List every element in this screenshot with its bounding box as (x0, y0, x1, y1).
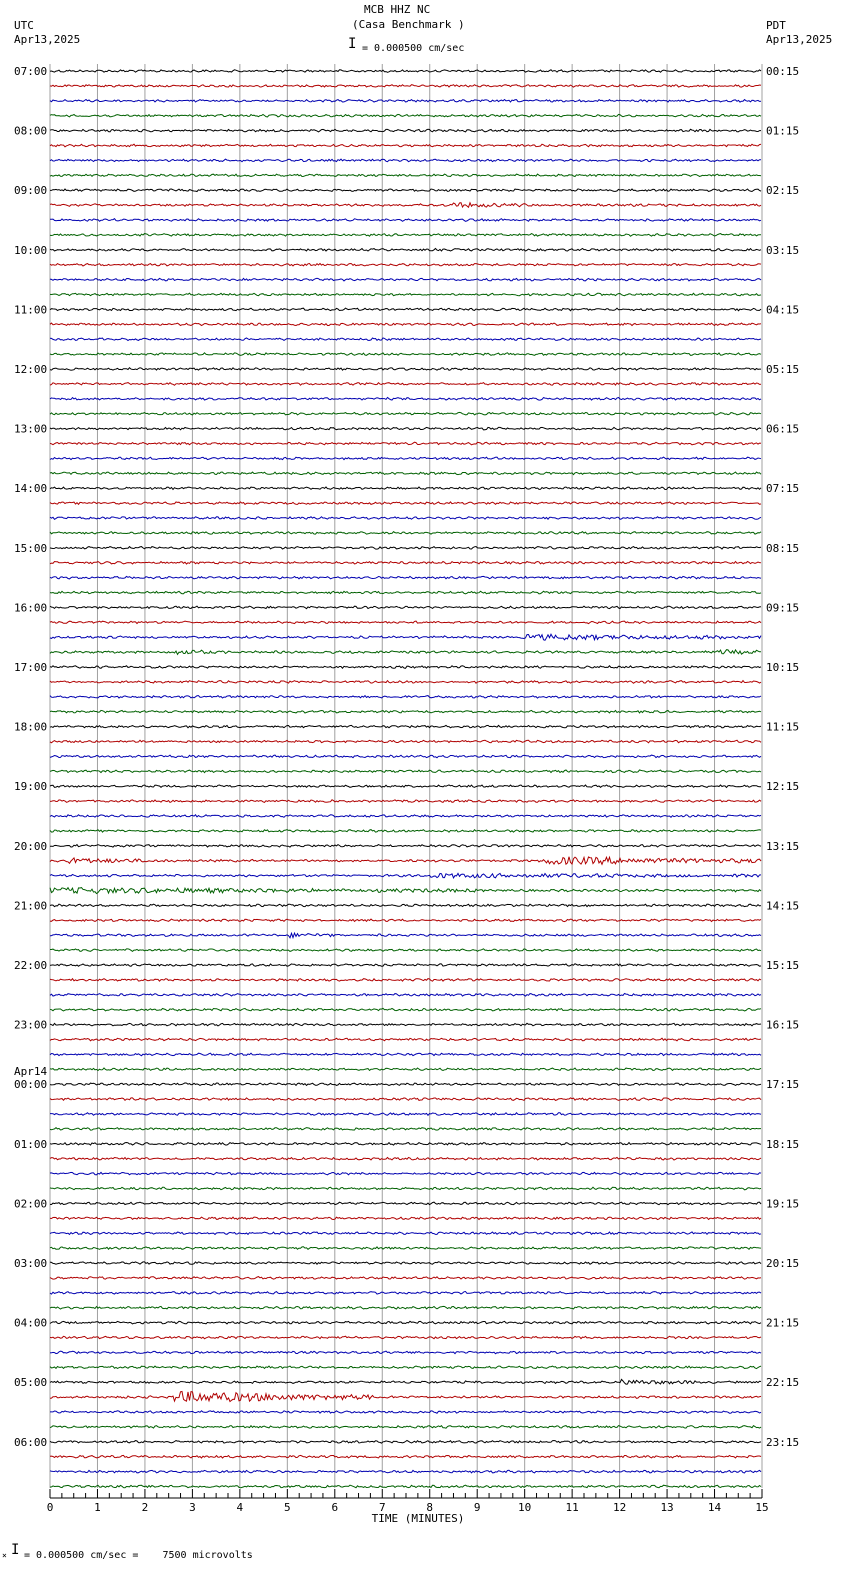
trace-row (50, 1143, 761, 1146)
trace-row (50, 1128, 761, 1131)
pdt-hour-label: 02:15 (766, 184, 800, 198)
footer-mark-icon: × (2, 1551, 7, 1560)
trace-row (50, 1411, 761, 1413)
pdt-hour-label: 11:15 (766, 720, 800, 734)
trace-row (50, 100, 761, 103)
trace-row (50, 681, 761, 684)
utc-hour-label: 20:00 (14, 839, 48, 853)
pdt-hour-label: 06:15 (766, 422, 800, 436)
trace-row (50, 293, 761, 296)
trace-row (50, 770, 761, 773)
trace-row (50, 979, 761, 982)
trace-row (50, 576, 761, 579)
date-change-label: Apr14 (14, 1065, 48, 1079)
trace-row (50, 785, 761, 788)
utc-hour-label: 02:00 (14, 1197, 48, 1211)
trace-row (50, 532, 761, 535)
x-tick-label: 8 (426, 1501, 434, 1514)
trace-row (50, 888, 761, 894)
utc-hour-label: 13:00 (14, 422, 48, 436)
trace-row (50, 1441, 761, 1444)
trace-row (50, 1392, 761, 1402)
trace-row (50, 964, 761, 967)
utc-hour-label: 23:00 (14, 1018, 48, 1032)
trace-row (50, 1485, 761, 1488)
x-tick-label: 6 (331, 1501, 339, 1514)
utc-hour-label: 12:00 (14, 363, 48, 376)
trace-row (50, 517, 761, 520)
trace-row (50, 830, 761, 833)
trace-row (50, 159, 761, 162)
utc-hour-label: 17:00 (14, 661, 48, 674)
x-tick-label: 3 (189, 1501, 196, 1514)
pdt-hour-label: 04:15 (766, 303, 800, 317)
trace-row (50, 144, 761, 147)
pdt-hour-label: 12:15 (766, 780, 800, 794)
trace-row (50, 1098, 761, 1101)
left-date: Apr13,2025 (14, 33, 81, 46)
trace-row (50, 591, 761, 594)
trace-row (50, 1321, 761, 1324)
trace-row (50, 904, 761, 907)
trace-row (50, 634, 761, 640)
trace-row (50, 383, 761, 386)
header-scale-icon: I (348, 36, 357, 52)
trace-row (50, 1023, 761, 1026)
pdt-hour-label: 14:15 (766, 899, 800, 913)
utc-hour-label: 10:00 (14, 243, 48, 257)
trace-row (50, 994, 761, 997)
trace-row (50, 502, 761, 505)
pdt-hour-label: 09:15 (766, 601, 800, 615)
trace-row (50, 1455, 761, 1458)
x-tick-label: 12 (612, 1501, 627, 1514)
trace-row (50, 338, 761, 341)
x-axis-title: TIME (MINUTES) (371, 1512, 465, 1525)
pdt-hour-label: 15:15 (766, 959, 800, 972)
pdt-hour-label: 22:15 (766, 1376, 800, 1390)
trace-row (50, 189, 761, 192)
trace-row (50, 1157, 761, 1160)
pdt-hour-label: 23:15 (766, 1435, 800, 1449)
pdt-hour-label: 01:15 (766, 124, 800, 138)
header-scale-text: = 0.000500 cm/sec (362, 43, 465, 54)
utc-hour-label: 08:00 (14, 124, 48, 138)
utc-hour-label: 04:00 (14, 1316, 48, 1330)
x-tick-label: 10 (518, 1501, 532, 1514)
right-timezone: PDT (766, 19, 786, 32)
trace-row (50, 696, 761, 699)
x-tick-label: 4 (236, 1501, 244, 1514)
pdt-hour-label: 16:15 (766, 1018, 800, 1032)
trace-row (50, 845, 761, 848)
trace-row (50, 1068, 761, 1071)
utc-hour-label: 16:00 (14, 601, 48, 615)
trace-row (50, 85, 761, 87)
trace-row (50, 1187, 761, 1190)
trace-row (50, 1217, 761, 1220)
x-tick-label: 2 (141, 1501, 149, 1514)
utc-hour-label: 03:00 (14, 1257, 48, 1270)
trace-row (50, 857, 761, 865)
time-axis (47, 1489, 769, 1525)
trace-layer (50, 70, 761, 1488)
trace-row (50, 234, 761, 237)
trace-row (50, 1336, 761, 1339)
trace-row (50, 203, 761, 208)
trace-row (50, 666, 761, 669)
trace-row (50, 353, 761, 356)
pdt-hour-label: 19:15 (766, 1197, 800, 1211)
trace-row (50, 323, 761, 326)
trace-row (50, 725, 761, 727)
pdt-hour-label: 05:15 (766, 363, 800, 376)
pdt-hour-label: 13:15 (766, 839, 800, 853)
utc-hour-label: 21:00 (14, 899, 48, 913)
pdt-hour-label: 00:15 (766, 65, 800, 78)
trace-row (50, 487, 761, 490)
x-tick-label: 7 (378, 1501, 386, 1514)
right-date: Apr13,2025 (766, 33, 833, 46)
utc-hour-label: 05:00 (14, 1376, 48, 1390)
trace-row (50, 547, 761, 550)
utc-hour-label: 11:00 (14, 303, 48, 317)
trace-row (50, 873, 761, 878)
trace-row (50, 1232, 761, 1235)
x-tick-label: 5 (284, 1501, 291, 1514)
trace-row (50, 1202, 761, 1205)
grid-layer (50, 64, 762, 1488)
trace-row (50, 1292, 761, 1295)
trace-row (50, 278, 761, 281)
trace-row (50, 919, 761, 922)
trace-row (50, 70, 761, 73)
trace-row (50, 800, 761, 803)
trace-row (50, 815, 761, 818)
footer-scale-icon: I (11, 1542, 20, 1558)
x-tick-label: 11 (565, 1501, 579, 1514)
trace-row (50, 129, 761, 132)
trace-row (50, 740, 761, 743)
trace-row (50, 1038, 761, 1041)
trace-row (50, 457, 761, 460)
trace-row (50, 1379, 761, 1384)
trace-row (50, 1172, 761, 1174)
trace-row (50, 1053, 761, 1056)
trace-row (50, 442, 761, 445)
utc-hour-label: 00:00 (14, 1078, 48, 1092)
utc-hour-label: 09:00 (14, 184, 48, 198)
utc-hour-label: 07:00 (14, 65, 48, 78)
trace-row (50, 1470, 761, 1473)
utc-hour-label: 15:00 (14, 541, 48, 555)
trace-row (50, 174, 761, 176)
trace-row (50, 650, 761, 655)
trace-row (50, 472, 761, 475)
trace-row (50, 949, 761, 952)
station-location: (Casa Benchmark ) (352, 18, 465, 31)
pdt-hour-label: 17:15 (766, 1078, 800, 1092)
trace-row (50, 114, 761, 117)
pdt-hour-label: 21:15 (766, 1316, 800, 1330)
trace-row (50, 710, 761, 713)
footer-scale-text: = 0.000500 cm/sec = 7500 microvolts (24, 1550, 253, 1561)
pdt-hour-label: 10:15 (766, 661, 800, 674)
utc-hour-label: 06:00 (14, 1435, 48, 1449)
x-tick-label: 15 (755, 1501, 769, 1514)
trace-row (50, 1426, 761, 1429)
trace-row (50, 1351, 761, 1354)
trace-row (50, 368, 761, 371)
station-title: MCB HHZ NC (364, 3, 431, 16)
trace-row (50, 1008, 761, 1011)
pdt-hour-label: 07:15 (766, 482, 800, 496)
pdt-hour-label: 18:15 (766, 1137, 800, 1151)
trace-row (50, 621, 761, 624)
trace-row (50, 1083, 761, 1086)
trace-row (50, 219, 761, 222)
left-timezone: UTC (14, 19, 34, 32)
trace-row (50, 561, 761, 564)
trace-row (50, 412, 761, 415)
pdt-hour-label: 08:15 (766, 541, 800, 555)
x-tick-label: 13 (660, 1501, 674, 1514)
utc-hour-label: 18:00 (14, 720, 48, 734)
trace-row (50, 1113, 761, 1116)
utc-hour-label: 01:00 (14, 1137, 48, 1151)
trace-row (50, 755, 761, 758)
pdt-hour-label: 20:15 (766, 1257, 800, 1270)
trace-row (50, 1306, 761, 1309)
utc-hour-label: 19:00 (14, 780, 48, 794)
trace-row (50, 308, 761, 311)
x-tick-label: 1 (94, 1501, 101, 1514)
utc-hour-label: 22:00 (14, 959, 48, 972)
x-tick-label: 9 (473, 1501, 481, 1514)
trace-row (50, 1366, 761, 1369)
trace-row (50, 1277, 761, 1280)
utc-hour-label: 14:00 (14, 482, 48, 496)
trace-row (50, 1247, 761, 1250)
trace-row (50, 398, 761, 401)
trace-row (50, 249, 761, 252)
trace-row (50, 606, 761, 609)
x-tick-label: 14 (707, 1501, 722, 1514)
x-tick-label: 0 (46, 1501, 54, 1514)
trace-row (50, 1262, 761, 1264)
pdt-hour-label: 03:15 (766, 243, 800, 257)
trace-row (50, 933, 761, 938)
trace-row (50, 264, 761, 267)
trace-row (50, 427, 761, 430)
